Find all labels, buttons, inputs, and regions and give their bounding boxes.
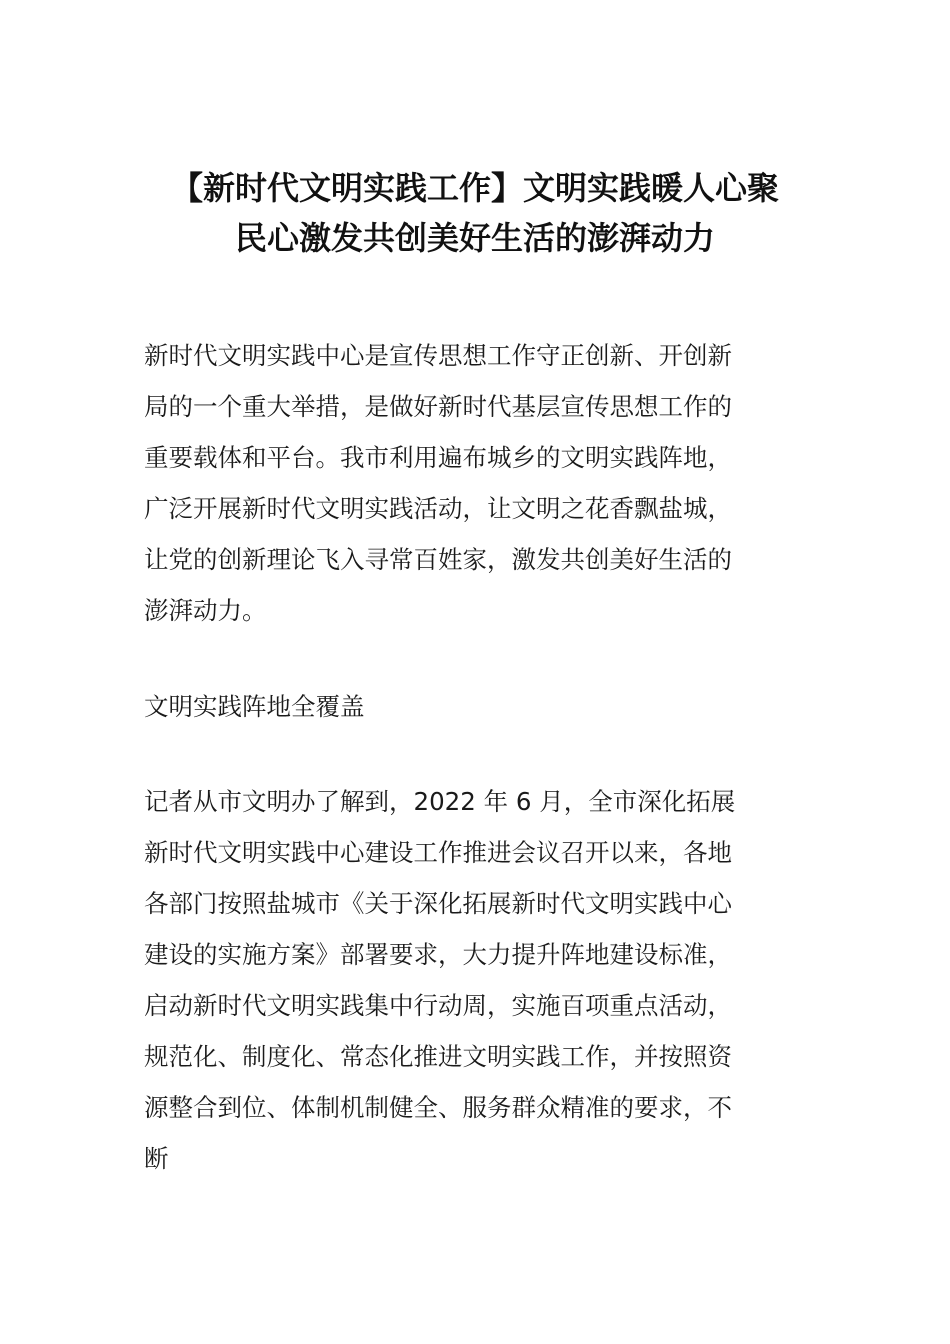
text-line: 文明实践阵地全覆盖: [144, 692, 365, 721]
title-line: 民心激发共创美好生活的澎湃动力: [234, 219, 715, 257]
text-line: 建设的实施方案》部署要求，大力提升阵地建设标准，: [144, 940, 732, 969]
text-line: 澎湃动力。: [144, 596, 267, 625]
paragraph-body: [144, 776, 814, 1184]
text-line: 源整合到位、体制机制健全、服务群众精准的要求，不: [144, 1093, 732, 1122]
title-line: 【新时代文明实践工作】文明实践暖人心聚: [170, 169, 779, 207]
text-line: 局的一个重大举措，是做好新时代基层宣传思想工作的: [144, 392, 732, 421]
section-heading: [144, 681, 814, 732]
text-line: 让党的创新理论飞入寻常百姓家，激发共创美好生活的: [144, 545, 732, 574]
text-line: 规范化、制度化、常态化推进文明实践工作，并按照资: [144, 1042, 732, 1071]
paragraph-intro: [144, 330, 814, 636]
text-line: 启动新时代文明实践集中行动周，实施百项重点活动，: [144, 991, 732, 1020]
text-line: 新时代文明实践中心建设工作推进会议召开以来，各地: [144, 838, 732, 867]
text-line: 新时代文明实践中心是宣传思想工作守正创新、开创新: [144, 341, 732, 370]
text-line: 各部门按照盐城市《关于深化拓展新时代文明实践中心: [144, 889, 732, 918]
text-line: 断: [144, 1144, 169, 1173]
document-title: [130, 163, 820, 263]
text-line: 记者从市文明办了解到，2022 年 6 月，全市深化拓展: [144, 787, 736, 816]
text-line: 广泛开展新时代文明实践活动，让文明之花香飘盐城，: [144, 494, 732, 523]
text-line: 重要载体和平台。我市利用遍布城乡的文明实践阵地，: [144, 443, 732, 472]
